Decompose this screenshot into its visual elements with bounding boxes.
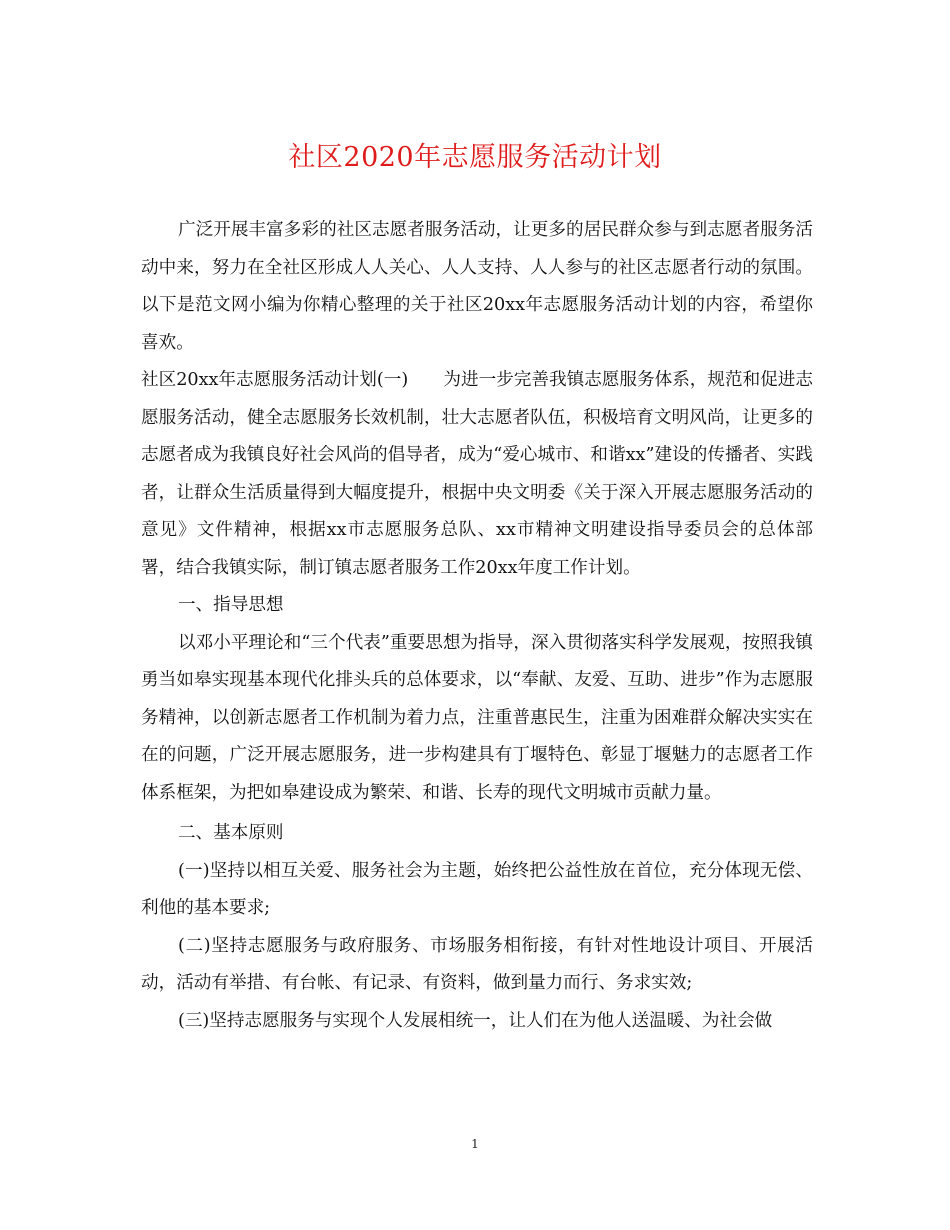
principle-three-paragraph: (三)坚持志愿服务与实现个人发展相统一，让人们在为他人送温暖、为社会做 — [177, 1010, 773, 1031]
principle-one-paragraph: (一)坚持以相互关爱、服务社会为主题，始终把公益性放在首位，充分体现无偿、利他的基本要求; — [141, 860, 813, 918]
plan-one-paragraph: 社区20xx年志愿服务活动计划(一) 为进一步完善我镇志愿服务体系，规范和促进志愿服务活动，健全志愿服务长效机制，壮大志愿者队伍，积极培育文明风尚，让更多的志愿者成为我镇良好社会风尚的倡导者，成为“爱心城市、和谐xx”建设的传播者、实践者，让群众生活质量得到大幅度提升，根据中央文明委《关于深入开展志愿服务活动的意见》文件精神，根据xx市志愿服务总队、xx市精神文明建设指导委员会的总体部署，结合我镇实际，制订镇志愿者服务工作20xx年度工作计划。 — [141, 370, 813, 578]
page-number: 1 — [471, 1137, 479, 1151]
document-title: 社区2020年志愿服务活动计划 — [288, 142, 662, 173]
section-heading-basic-principles: 二、基本原则 — [177, 823, 284, 843]
intro-paragraph: 广泛开展丰富多彩的社区志愿者服务活动，让更多的居民群众参与到志愿者服务活动中来，努力在全社区形成人人关心、人人支持、人人参与的社区志愿者行动的氛围。以下是范文网小编为你精心整理的关于社区20xx年志愿服务活动计划的内容，希望你喜欢。 — [141, 220, 813, 353]
principle-two-paragraph: (二)坚持志愿服务与政府服务、市场服务相衔接，有针对性地设计项目、开展活动，活动有举措、有台帐、有记录、有资料，做到量力而行、务求实效; — [141, 935, 813, 993]
section-heading-guiding-thought: 一、指导思想 — [177, 595, 284, 615]
guiding-thought-paragraph: 以邓小平理论和“三个代表”重要思想为指导，深入贯彻落实科学发展观，按照我镇勇当如皋实现基本现代化排头兵的总体要求，以“奉献、友爱、互助、进步”作为志愿服务精神，以创新志愿者工作机制为着力点，注重普惠民生，注重为困难群众解决实实在在的问题，广泛开展志愿服务，进一步构建具有丁堰特色、彰显丁堰魅力的志愿者工作体系框架，为把如皋建设成为繁荣、和谐、长寿的现代文明城市贡献力量。 — [141, 632, 813, 803]
document-body — [141, 212, 813, 1040]
